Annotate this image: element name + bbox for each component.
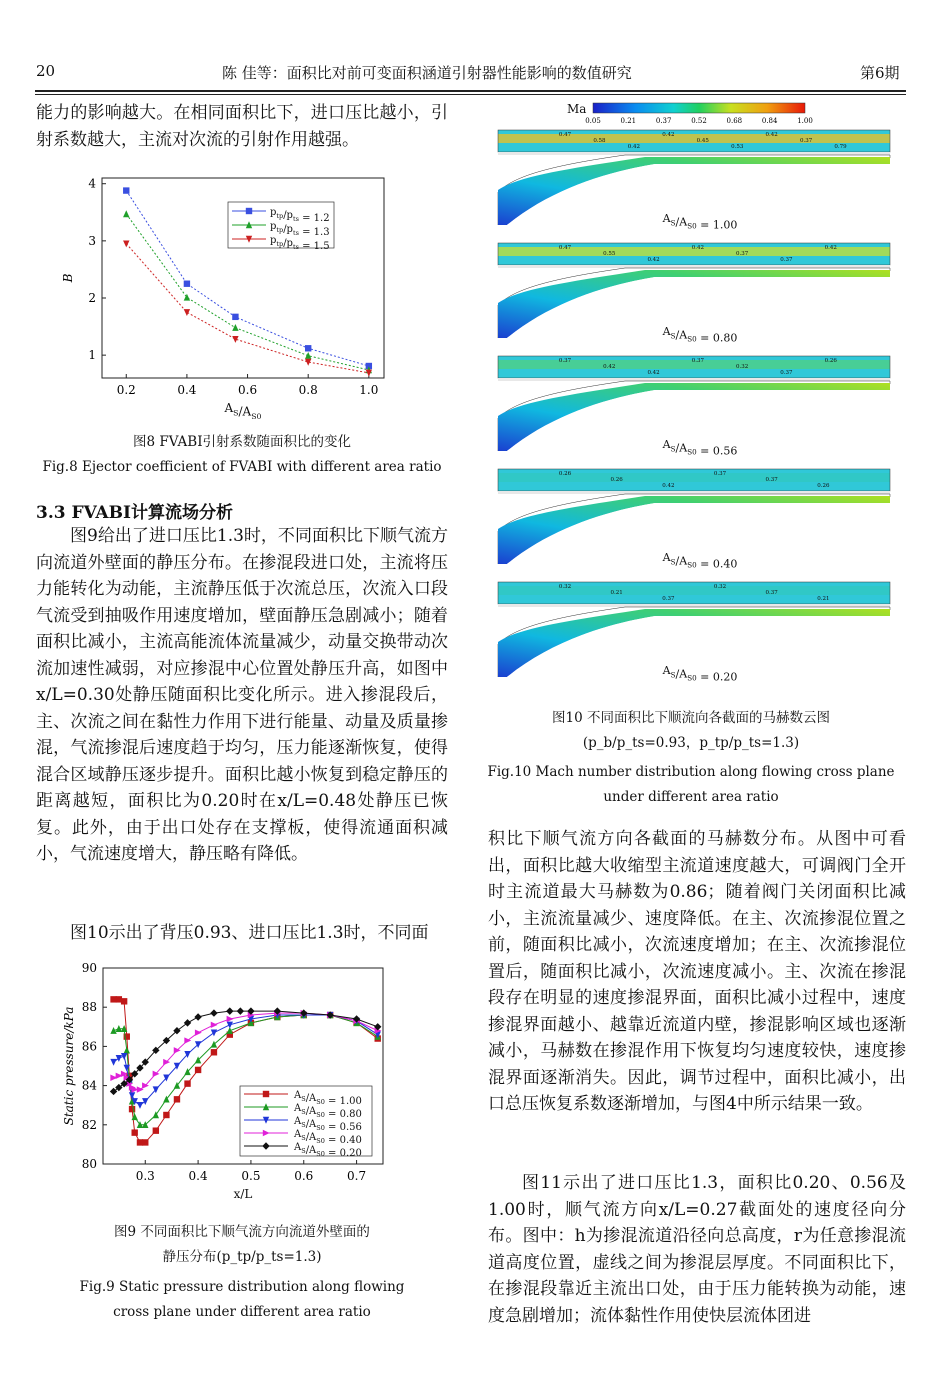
- x-tick-label: 0.7: [347, 1169, 367, 1183]
- mixing-layer: [498, 473, 890, 482]
- splitter-wall: [498, 604, 890, 607]
- contour-label: 0.37: [799, 138, 813, 144]
- paragraph-section-33: 图9给出了进口压比1.3时，不同面积比下顺气流方向流道外壁面的静压分布。在掺混段进口处，主流将压力能转化为动能，主流静压低于次流总压，次流入口段气流受到抽吸作用速度增加，壁面静压急剧减小；随着面积比减小，主流高能流体流量减少，动量交换带动次流加速性减弱，对应掺混中心位置处静压升高，如图中x/L=0.30处静压随面积比变化所示。进入掺混段后，主、次流之间在黏性力作用下进行能量、动量及质量掺混，气流掺混后速度趋于均匀，压力能逐渐恢复，使得混合区域静压逐步提升。面积比越小恢复到稳定静压的距离越短，面积比为0.20时在x/L=0.48处静压已恢复。此外，由于出口处存在支撑板，使得流通面积减小，气流速度增大，静压略有降低。: [36, 526, 448, 864]
- contour-label: 0.26: [610, 477, 623, 483]
- data-point: [123, 210, 129, 217]
- colorbar-tick-label: 0.68: [726, 117, 743, 125]
- legend-label: $A_S/A_{S0} = 1.00$: [294, 1090, 362, 1107]
- data-point: [129, 1106, 135, 1112]
- y-tick-label: 4: [88, 176, 96, 191]
- contour-label: 0.42: [662, 483, 675, 489]
- colorbar-label: Ma: [567, 102, 587, 116]
- contour-label: 0.37: [765, 590, 778, 596]
- legend-marker: [263, 1091, 269, 1097]
- contour-label: 0.42: [647, 257, 660, 263]
- splitter-wall: [498, 378, 890, 381]
- contour-label: 0.26: [817, 483, 830, 489]
- issue-number: 第6期: [860, 64, 900, 82]
- y-tick-label: 2: [88, 291, 96, 305]
- data-point: [110, 1088, 117, 1095]
- legend-label: $A_S/A_{S0} = 0.80$: [294, 1103, 362, 1120]
- figure-9-caption-en-2: cross plane under different area ratio: [113, 1304, 371, 1320]
- data-point: [195, 1029, 202, 1035]
- header-rule: [35, 90, 906, 92]
- figure-10-caption-cn-2: (p_b/p_ts=0.93，p_tp/p_ts=1.3): [582, 735, 800, 751]
- contour-label: 0.26: [558, 471, 572, 477]
- data-point: [211, 1049, 217, 1055]
- x-tick-label: 0.5: [241, 1169, 261, 1183]
- data-point: [195, 1067, 201, 1073]
- contour-label: 0.55: [603, 251, 616, 257]
- data-point: [305, 352, 311, 359]
- figure-9-chart: [58, 960, 398, 1210]
- data-point: [184, 1019, 191, 1026]
- data-point: [121, 1053, 127, 1060]
- y-tick-label: 82: [81, 1117, 97, 1132]
- data-point: [115, 1084, 122, 1091]
- contour-label: 0.42: [627, 144, 641, 150]
- legend-marker: [246, 208, 252, 214]
- contour-label: 0.32: [713, 584, 727, 590]
- contour-label: 0.37: [691, 358, 704, 364]
- data-point: [129, 1092, 135, 1099]
- data-point: [237, 1007, 244, 1014]
- contour-label: 0.53: [731, 144, 744, 150]
- y-tick-label: 80: [81, 1157, 97, 1171]
- legend-label: $A_S/A_{S0} = 0.40$: [294, 1129, 362, 1146]
- figure-10-caption-cn-1: 图10 不同面积比下顺流向各截面的马赫数云图: [552, 710, 830, 726]
- panel-label: $A_S/A_{S0} = 0.20$: [662, 664, 738, 684]
- data-point: [184, 294, 190, 301]
- contour-label: 0.37: [736, 251, 749, 257]
- data-point: [211, 1022, 218, 1028]
- data-point: [174, 1096, 180, 1102]
- x-tick-label: 0.6: [294, 1169, 314, 1183]
- data-point: [142, 1098, 148, 1105]
- figure-8-chart: [60, 170, 400, 430]
- paragraph-right-2: 图11示出了进口压比1.3，面积比0.20、0.56及1.00时，顺气流方向x/L=0.27截面处的速度径向分布。图中：h为掺混流道沿径向总高度，r为任意掺混流道高度位置，虚线之间为掺混层厚度。不同面积比下，在掺混段靠近主流出口处，由于压力能转换为动能，速度急剧增加；流体黏性作用使快层流体团进: [488, 1173, 906, 1326]
- data-point: [124, 1047, 130, 1054]
- contour-label: 0.21: [817, 596, 830, 602]
- data-point: [184, 309, 190, 316]
- contour-label: 0.79: [834, 144, 847, 150]
- contour-label: 0.42: [662, 132, 675, 138]
- mach-panel: [498, 243, 890, 345]
- data-point: [110, 1027, 116, 1034]
- contour-label: 0.42: [647, 370, 660, 376]
- x-tick-label: 0.8: [298, 383, 318, 397]
- data-point: [123, 241, 129, 248]
- data-point: [153, 1127, 159, 1133]
- splitter-wall: [498, 491, 890, 494]
- contour-label: 0.42: [603, 364, 616, 370]
- paragraph-right-1: 积比下顺气流方向各截面的马赫数分布。从图中可看出，面积比越大收缩型主流道速度越大，可调阀门全开时主流道最大马赫数为0.86；随着阀门关闭面积比减小，主流流量减少、速度降低。在主、次流掺混位置之前，随面积比减小，次流速度增加；在主、次流掺混位置后，随面积比减小，次流速度减小。主、次流在掺混段存在明显的速度掺混界面，面积比减小过程中，速度掺混界面越小、越靠近流道内壁，掺混影响区域也逐渐减小，马赫数在掺混作用下恢复均匀速度较快，速度掺混界面逐渐消失。因此，调节过程中，面积比减小，出口总压恢复系数逐渐增加，与图4中所示结果一致。: [488, 829, 906, 1114]
- y-tick-label: 90: [81, 961, 97, 975]
- contour-label: 0.37: [558, 358, 572, 364]
- colorbar-tick-label: 0.84: [761, 117, 778, 125]
- data-point: [110, 1059, 116, 1066]
- y-axis-label: B: [61, 273, 75, 283]
- figure-9-caption-cn-1: 图9 不同面积比下顺气流方向流道外壁面的: [114, 1224, 370, 1240]
- contour-label: 0.42: [691, 245, 704, 251]
- figure-10-caption-en-1: Fig.10 Mach number distribution along flowing cross plane: [487, 764, 895, 780]
- data-point: [227, 1022, 233, 1029]
- contour-label: 0.37: [713, 471, 727, 477]
- colorbar-tick-label: 1.00: [797, 117, 813, 125]
- series-line: [126, 244, 368, 373]
- panel-label: $A_S/A_{S0} = 0.56$: [662, 438, 738, 458]
- y-tick-label: 1: [88, 348, 96, 363]
- x-tick-label: 0.6: [238, 383, 258, 397]
- page-number: 20: [36, 62, 56, 80]
- contour-label: 0.21: [610, 590, 623, 596]
- data-point: [226, 1007, 233, 1014]
- contour-label: 0.37: [780, 257, 793, 263]
- data-point: [137, 1102, 143, 1109]
- figure-8-caption-en: Fig.8 Ejector coefficient of FVABI with different area ratio: [42, 459, 442, 475]
- contour-label: 0.47: [558, 132, 572, 138]
- data-point: [121, 998, 127, 1004]
- data-point: [123, 187, 129, 193]
- data-point: [305, 345, 311, 351]
- mach-panel: [498, 582, 890, 684]
- contour-label: 0.58: [593, 138, 606, 144]
- legend-label: $p_{tp}/p_{ts} = 1.3$: [270, 221, 330, 238]
- mixing-layer: [498, 586, 890, 595]
- figure-9-caption-cn-2: 静压分布(p_tp/p_ts=1.3): [162, 1249, 322, 1265]
- data-point: [194, 1013, 201, 1020]
- paragraph-fig10-intro: 图10示出了背压0.93、进口压比1.3时，不同面: [70, 923, 429, 943]
- x-tick-label: 0.4: [177, 383, 197, 397]
- header-rule-thin: [35, 94, 906, 95]
- y-tick-label: 84: [81, 1078, 97, 1093]
- data-point: [227, 1016, 234, 1022]
- panel-label: $A_S/A_{S0} = 0.80$: [662, 325, 738, 345]
- data-point: [131, 1129, 137, 1135]
- contour-label: 0.37: [662, 596, 675, 602]
- contour-label: 0.45: [696, 138, 709, 144]
- colorbar-tick-label: 0.05: [585, 117, 601, 125]
- x-tick-label: 0.2: [116, 383, 136, 397]
- mach-panel: [498, 356, 890, 458]
- running-title: 陈 佳等：面积比对前可变面积涵道引射器性能影响的数值研究: [222, 64, 632, 82]
- legend-label: $A_S/A_{S0} = 0.20$: [294, 1142, 362, 1159]
- paragraph-top-left: 能力的影响越大。在相同面积比下，进口压比越小，引射系数越大，主流对次流的引射作用越强。: [36, 103, 448, 150]
- figure-8-caption-cn: 图8 FVABI引射系数随面积比的变化: [132, 434, 352, 450]
- panel-label: $A_S/A_{S0} = 0.40$: [662, 551, 738, 571]
- figure-10-mach-contours: [495, 98, 895, 698]
- data-point: [232, 324, 238, 331]
- data-point: [232, 314, 238, 320]
- data-point: [116, 1055, 122, 1062]
- contour-label: 0.42: [824, 245, 837, 251]
- section-title: 3.3 FVABI计算流场分析: [36, 503, 233, 523]
- contour-label: 0.37: [780, 370, 793, 376]
- figure-9-caption-en-1: Fig.9 Static pressure distribution along flowing: [79, 1279, 405, 1295]
- contour-label: 0.32: [558, 584, 572, 590]
- x-tick-label: 0.3: [135, 1169, 155, 1183]
- legend-label: $p_{tp}/p_{ts} = 1.2$: [270, 207, 330, 224]
- y-axis-label: Static pressure/kPa: [62, 1006, 76, 1126]
- legend-label: $A_S/A_{S0} = 0.56$: [294, 1116, 362, 1133]
- contour-label: 0.47: [558, 245, 572, 251]
- data-point: [211, 1029, 217, 1036]
- colorbar-tick-label: 0.37: [655, 117, 672, 125]
- x-tick-label: 0.4: [188, 1169, 208, 1183]
- x-axis-label: $A_S/A_{S0}$: [224, 401, 262, 422]
- data-point: [142, 1139, 148, 1145]
- y-tick-label: 3: [88, 233, 96, 248]
- panel-label: $A_S/A_{S0} = 1.00$: [662, 212, 738, 232]
- mixing-layer: [498, 134, 890, 143]
- data-point: [163, 1112, 169, 1118]
- colorbar-tick-label: 0.52: [691, 117, 707, 125]
- y-tick-label: 86: [81, 1039, 97, 1054]
- x-axis-label: x/L: [233, 1187, 253, 1201]
- mach-panel: [498, 130, 890, 232]
- y-tick-label: 88: [81, 1000, 97, 1015]
- legend-label: $p_{tp}/p_{ts} = 1.5$: [270, 235, 330, 252]
- x-tick-label: 1.0: [359, 383, 379, 397]
- contour-label: 0.37: [765, 477, 778, 483]
- colorbar-tick-label: 0.21: [620, 117, 637, 125]
- data-point: [184, 281, 190, 287]
- contour-label: 0.26: [824, 358, 837, 364]
- splitter-wall: [498, 265, 890, 268]
- data-point: [184, 1080, 190, 1086]
- contour-label: 0.42: [765, 132, 778, 138]
- contour-label: 0.32: [736, 364, 749, 370]
- splitter-wall: [498, 152, 890, 155]
- data-point: [153, 1071, 160, 1077]
- data-point: [210, 1009, 217, 1016]
- colorbar: [593, 103, 805, 113]
- mach-panel: [498, 469, 890, 571]
- figure-10-caption-en-2: under different area ratio: [603, 789, 779, 805]
